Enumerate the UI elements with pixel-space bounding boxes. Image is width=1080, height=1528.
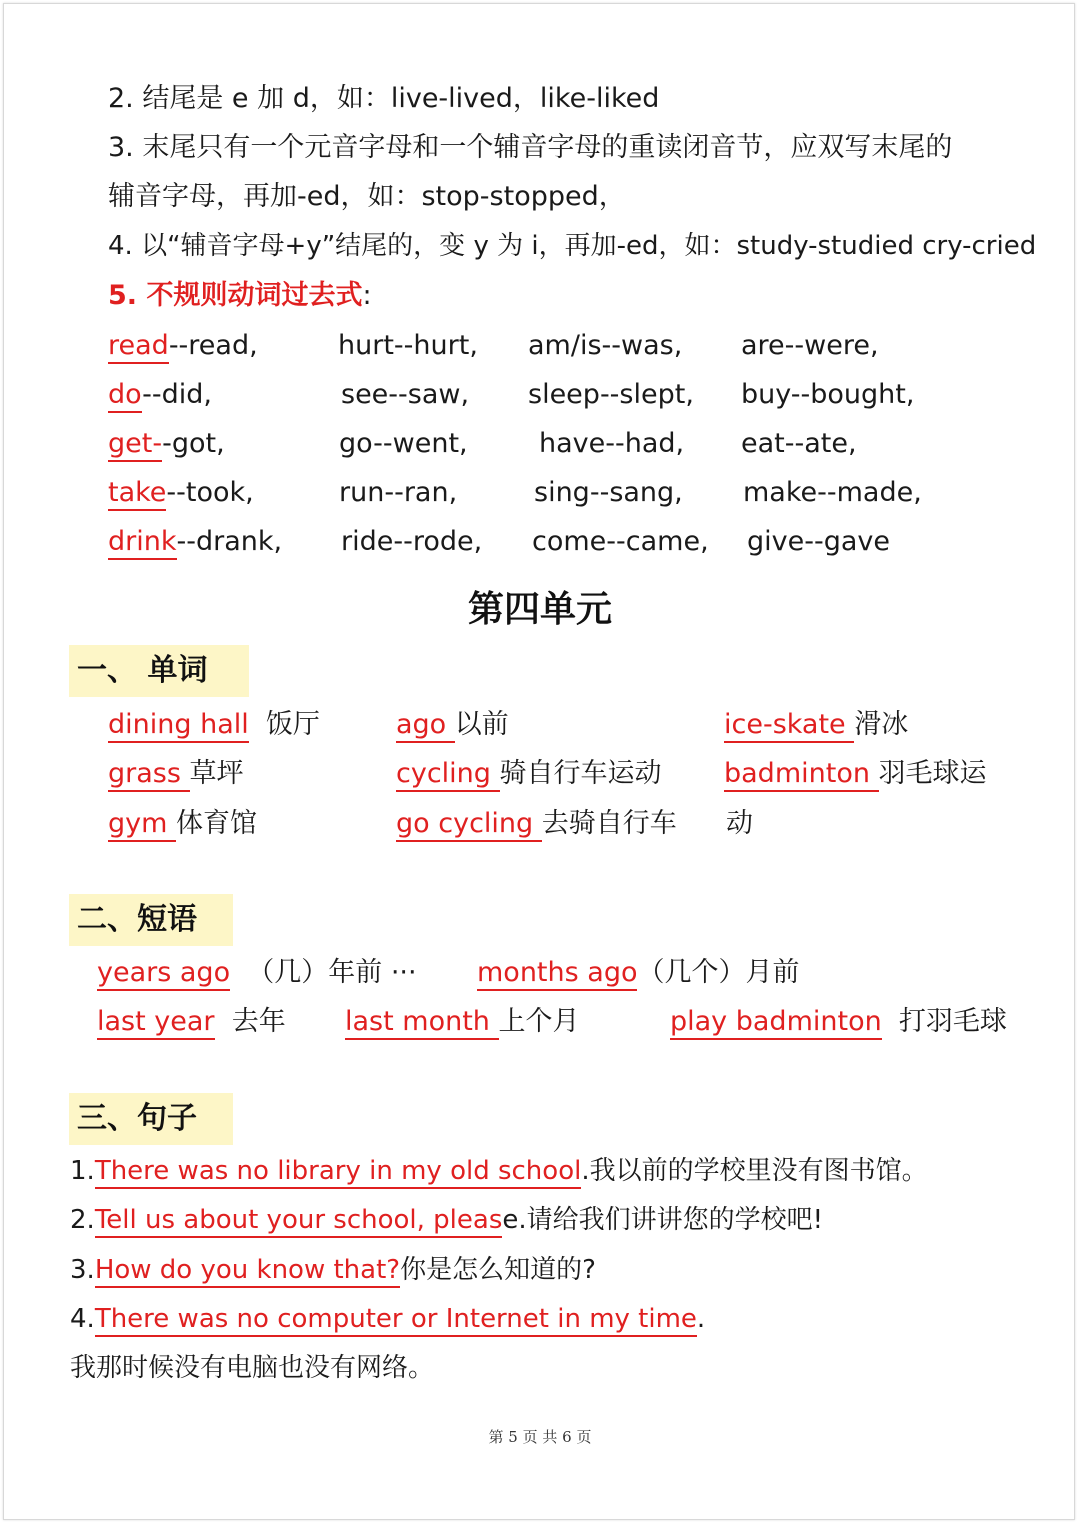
verb-past: --had, bbox=[605, 428, 685, 459]
phrase-en: play badminton bbox=[670, 1006, 882, 1040]
word-en: grass bbox=[108, 758, 190, 792]
word-zh: 去骑自行车 bbox=[541, 808, 677, 839]
verb-past: --slept, bbox=[599, 379, 694, 410]
verb-base: come bbox=[532, 526, 607, 557]
word-zh: 以前 bbox=[454, 709, 509, 740]
sentence-zh: .我以前的学校里没有图书馆。 bbox=[581, 1156, 928, 1186]
verb-pair bbox=[339, 473, 457, 513]
phrase-item bbox=[97, 1002, 286, 1042]
word-en: go cycling bbox=[396, 808, 542, 842]
verb-past: --read, bbox=[168, 330, 258, 361]
verb-base: read bbox=[108, 330, 169, 364]
verb-past: --ran, bbox=[384, 477, 458, 508]
word-en: dining hall bbox=[108, 709, 249, 743]
verb-base: ride bbox=[341, 526, 394, 557]
word-item bbox=[396, 754, 662, 794]
verb-base: take bbox=[108, 477, 166, 511]
verb-pair bbox=[741, 424, 857, 464]
verb-pair bbox=[532, 522, 709, 562]
verb-past: --hurt, bbox=[393, 330, 478, 361]
sentence-en: How do you know that? bbox=[95, 1255, 400, 1288]
sentence-number: 1. bbox=[70, 1156, 95, 1186]
sentence-translation: 我那时候没有电脑也没有网络。 bbox=[70, 1353, 435, 1383]
phrase-en: last year bbox=[97, 1006, 215, 1040]
phrase-item bbox=[345, 1002, 580, 1042]
verb-past: --was, bbox=[601, 330, 683, 361]
verb-past: --rode, bbox=[393, 526, 483, 557]
verb-base: drink bbox=[108, 526, 177, 560]
sentence-item bbox=[70, 1250, 596, 1290]
phrase-en: months ago bbox=[477, 957, 637, 991]
word-item bbox=[726, 804, 753, 844]
phrase-zh: （几个）月前 bbox=[637, 957, 800, 988]
verb-past: --ate, bbox=[784, 428, 857, 459]
document-page bbox=[3, 3, 1075, 1520]
verb-pair bbox=[534, 473, 683, 513]
phrase-zh: 上个月 bbox=[498, 1006, 580, 1037]
sentence-zh: . bbox=[696, 1304, 706, 1334]
section-heading-sentences: 三、句子 bbox=[69, 1093, 233, 1145]
phrase-zh: 去年 bbox=[231, 1006, 286, 1037]
verb-past: --gave bbox=[804, 526, 890, 557]
section-heading-phrases: 二、短语 bbox=[69, 894, 233, 946]
verb-past: -got, bbox=[162, 428, 225, 459]
verb-base: give bbox=[747, 526, 805, 557]
verb-pair bbox=[108, 522, 282, 562]
word-zh: 草坪 bbox=[189, 758, 244, 789]
word-zh: 羽毛球运 bbox=[878, 758, 987, 789]
rule-5-colon: : bbox=[362, 280, 372, 311]
verb-pair bbox=[743, 473, 922, 513]
verb-pair bbox=[341, 375, 469, 415]
verb-pair bbox=[528, 326, 682, 366]
word-item bbox=[396, 804, 677, 844]
rule-5-title: 5. 不规则动词过去式 bbox=[108, 280, 363, 311]
verb-base: sing bbox=[534, 477, 590, 508]
sentence-number: 4. bbox=[70, 1304, 95, 1334]
verb-pair bbox=[741, 375, 914, 415]
verb-base: do bbox=[108, 379, 142, 413]
verb-base: make bbox=[743, 477, 818, 508]
verb-base: are bbox=[741, 330, 785, 361]
word-zh: 骑自行车运动 bbox=[499, 758, 662, 789]
word-zh: 饭厅 bbox=[265, 709, 320, 740]
verb-base: run bbox=[339, 477, 385, 508]
verb-past: --made, bbox=[817, 477, 922, 508]
phrase-en: last month bbox=[345, 1006, 499, 1040]
word-zh: 动 bbox=[726, 808, 753, 839]
verb-base: buy bbox=[741, 379, 791, 410]
verb-pair bbox=[741, 326, 879, 366]
verb-past: --went, bbox=[373, 428, 468, 459]
word-item bbox=[396, 705, 509, 745]
verb-base: go bbox=[339, 428, 374, 459]
rule-3-line-2: 辅音字母，再加-ed，如：stop-stopped， bbox=[108, 181, 626, 212]
verb-pair bbox=[108, 473, 254, 513]
verb-past: --were, bbox=[784, 330, 879, 361]
verb-base: hurt bbox=[338, 330, 394, 361]
verb-pair bbox=[108, 424, 225, 464]
unit-title: 第四单元 bbox=[467, 589, 612, 630]
verb-base: have bbox=[539, 428, 606, 459]
section-heading-words: 一、 单词 bbox=[69, 645, 249, 697]
verb-pair bbox=[108, 375, 212, 415]
phrase-zh: （几）年前 ··· bbox=[247, 957, 417, 988]
verb-pair bbox=[747, 522, 890, 562]
word-item bbox=[108, 705, 320, 745]
verb-past: --sang, bbox=[589, 477, 683, 508]
verb-pair bbox=[339, 424, 468, 464]
sentence-en: There was no library in my old school bbox=[95, 1156, 582, 1189]
rule-4: 4. 以“辅音字母+y”结尾的，变 y 为 i，再加-ed，如：study-studied cry-cried bbox=[108, 231, 1037, 261]
verb-pair bbox=[108, 326, 258, 366]
word-item bbox=[724, 705, 908, 745]
verb-base: eat bbox=[741, 428, 785, 459]
word-en: ago bbox=[396, 709, 455, 743]
rule-5-heading bbox=[108, 276, 372, 316]
word-item bbox=[108, 804, 257, 844]
sentence-number: 2. bbox=[70, 1205, 95, 1235]
sentence-zh: e.请给我们讲讲您的学校吧! bbox=[502, 1205, 824, 1235]
sentence-en: Tell us about your school, pleas bbox=[95, 1205, 503, 1238]
sentence-zh: 你是怎么知道的? bbox=[400, 1255, 596, 1285]
phrase-zh: 打羽毛球 bbox=[898, 1006, 1007, 1037]
sentence-en: There was no computer or Internet in my time bbox=[95, 1304, 697, 1337]
verb-pair bbox=[528, 375, 694, 415]
sentence-number: 3. bbox=[70, 1255, 95, 1285]
page-footer: 第 5 页 共 6 页 bbox=[488, 1428, 592, 1446]
verb-pair bbox=[338, 326, 478, 366]
rule-3-line-1: 3. 末尾只有一个元音字母和一个辅音字母的重读闭音节，应双写末尾的 bbox=[108, 132, 953, 163]
sentence-item bbox=[70, 1200, 823, 1240]
phrase-item bbox=[97, 953, 417, 993]
verb-past: --did, bbox=[142, 379, 213, 410]
verb-past: --came, bbox=[606, 526, 709, 557]
phrase-en: years ago bbox=[97, 957, 230, 991]
verb-base: get- bbox=[108, 428, 162, 462]
verb-base: see bbox=[341, 379, 389, 410]
verb-base: sleep bbox=[528, 379, 600, 410]
word-item bbox=[108, 754, 244, 794]
verb-past: --saw, bbox=[388, 379, 470, 410]
word-zh: 体育馆 bbox=[176, 808, 258, 839]
verb-past: --took, bbox=[166, 477, 254, 508]
phrase-item bbox=[670, 1002, 1007, 1042]
verb-pair bbox=[539, 424, 684, 464]
sentence-item bbox=[70, 1299, 705, 1339]
word-item bbox=[724, 754, 987, 794]
verb-past: --drank, bbox=[176, 526, 283, 557]
rule-2: 2. 结尾是 e 加 d，如：live-lived，like-liked bbox=[108, 83, 660, 114]
phrase-item bbox=[477, 953, 799, 993]
word-en: ice-skate bbox=[724, 709, 854, 743]
word-zh: 滑冰 bbox=[854, 709, 909, 740]
word-en: badminton bbox=[724, 758, 879, 792]
word-en: cycling bbox=[396, 758, 500, 792]
verb-pair bbox=[341, 522, 482, 562]
verb-past: --bought, bbox=[790, 379, 915, 410]
word-en: gym bbox=[108, 808, 176, 842]
verb-base: am/is bbox=[528, 330, 602, 361]
sentence-item bbox=[70, 1151, 928, 1191]
